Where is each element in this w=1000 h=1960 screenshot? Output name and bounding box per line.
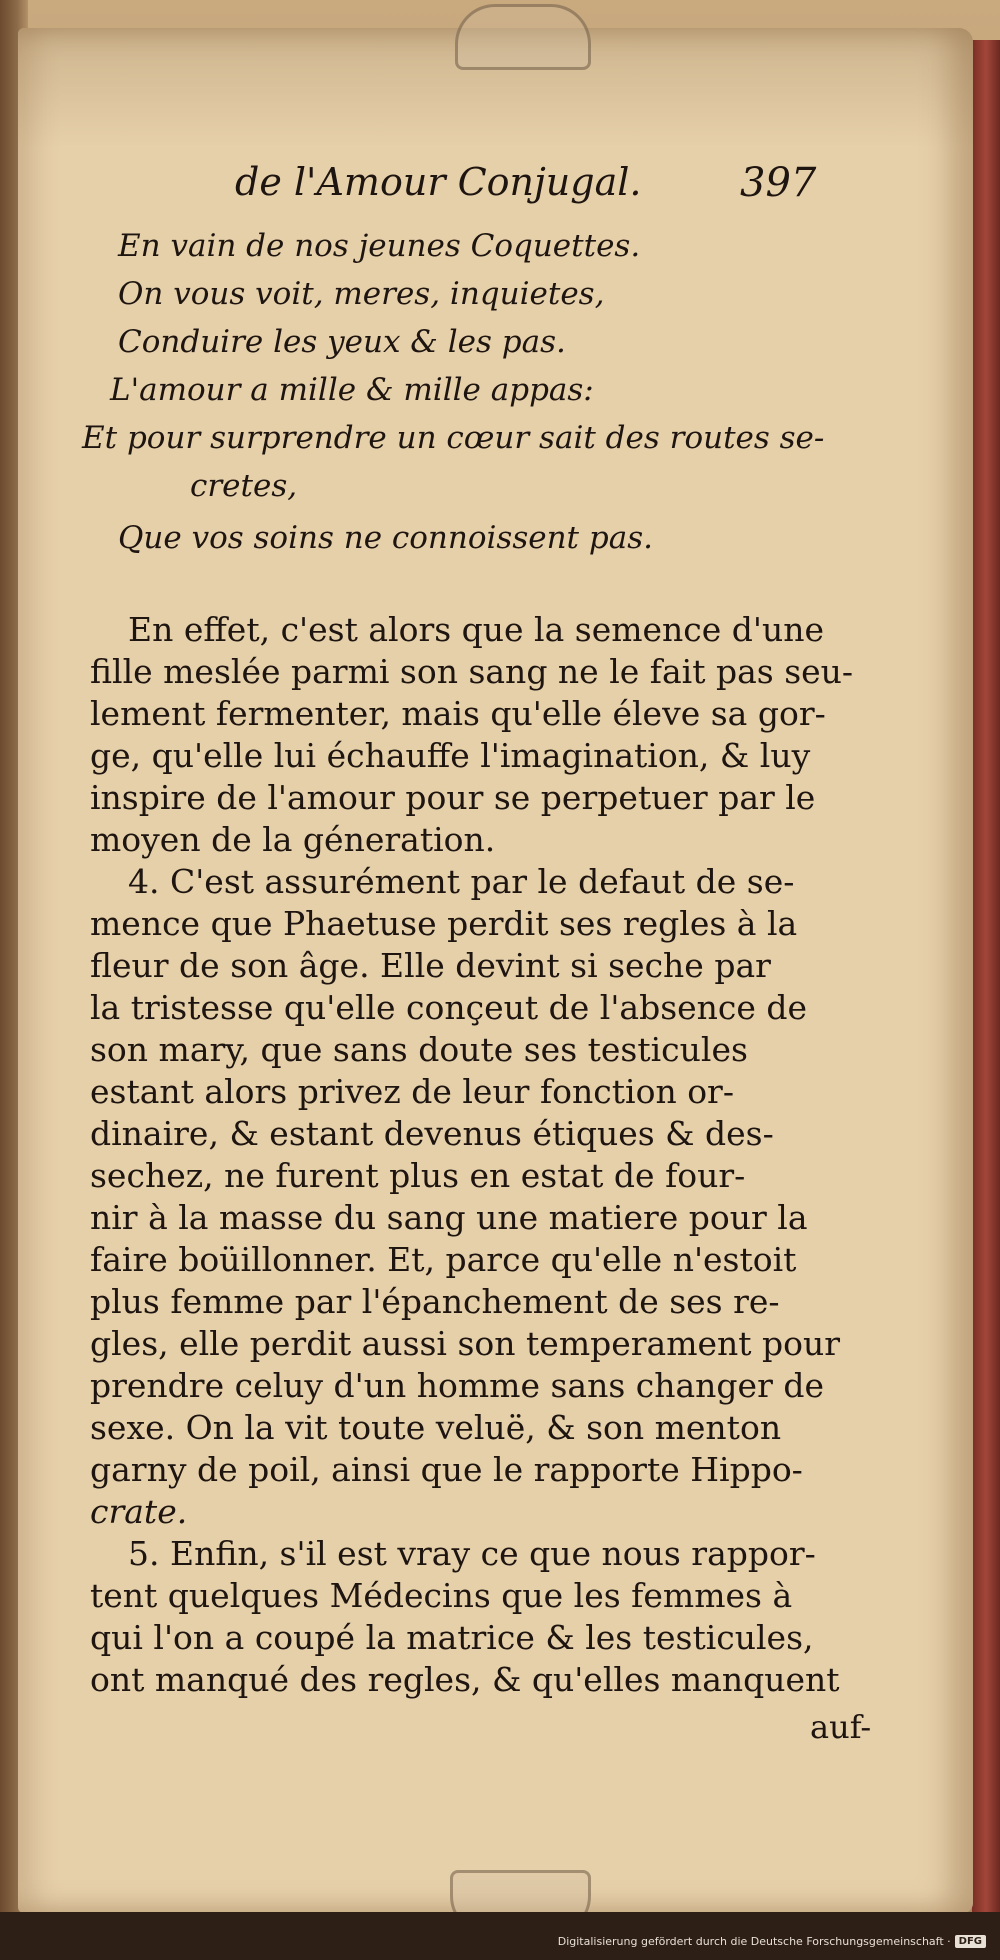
body-line: crate. [90,1492,188,1531]
body-line: la tristesse qu'elle conçeut de l'absence de [90,988,808,1027]
verse-line: En vain de nos jeunes Coquettes. [118,228,641,264]
body-line: dinaire, & estant devenus étiques & des- [90,1114,774,1153]
dfg-logo-icon: DFG [955,1935,986,1948]
body-line: gles, elle perdit aussi son temperament pour [90,1324,841,1363]
body-line: 4. C'est assurément par le defaut de se- [128,862,795,901]
body-line: nir à la masse du sang une matiere pour la [90,1198,808,1237]
body-line: fleur de son âge. Elle devint si seche par [90,946,771,985]
body-line: fille meslée parmi son sang ne le fait pas seu- [90,652,854,691]
body-line: sechez, ne furent plus en estat de four- [90,1156,746,1195]
body-line: 5. Enfin, s'il est vray ce que nous rappor- [128,1534,816,1573]
running-title: de l'Amour Conjugal. [235,160,642,204]
body-line: lement fermenter, mais qu'elle éleve sa gor- [90,694,826,733]
body-line: tent quelques Médecins que les femmes à [90,1576,793,1615]
body-line: moyen de la géneration. [90,820,496,859]
body-line: plus femme par l'épanchement de ses re- [90,1282,780,1321]
page-number: 397 [740,160,817,206]
body-line: estant alors privez de leur fonction or- [90,1072,734,1111]
verse-line: Conduire les yeux & les pas. [118,324,566,360]
verse-line: L'amour a mille & mille appas: [110,372,594,408]
body-line: sexe. On la vit toute veluë, & son menton [90,1408,782,1447]
digitization-credit [558,1935,986,1948]
verse-line: Que vos soins ne connoissent pas. [118,520,653,556]
body-line: ge, qu'elle lui échauffe l'imagination, & luy [90,736,811,775]
body-line: mence que Phaetuse perdit ses regles à la [90,904,798,943]
body-line: faire boüillonner. Et, parce qu'elle n'estoit [90,1240,797,1279]
verse-line: On vous voit, meres, inquietes, [118,276,605,312]
body-line: prendre celuy d'un homme sans changer de [90,1366,824,1405]
body-line: En effet, c'est alors que la semence d'une [128,610,825,649]
verse-line: cretes, [190,468,298,504]
page-edge-red [972,40,1000,1920]
catchword: auf- [810,1708,872,1746]
body-line: son mary, que sans doute ses testicules [90,1030,748,1069]
body-line: ont manqué des regles, & qu'elles manquent [90,1660,840,1699]
page-clip-top [455,4,591,70]
body-line: qui l'on a coupé la matrice & les testicules, [90,1618,814,1657]
credit-text: Digitalisierung gefördert durch die Deutsche Forschungsgemeinschaft · [557,1935,951,1948]
body-line: inspire de l'amour pour se perpetuer par le [90,778,816,817]
verse-line: Et pour surprendre un cœur sait des routes se- [82,420,825,456]
body-line: garny de poil, ainsi que le rapporte Hippo- [90,1450,803,1489]
